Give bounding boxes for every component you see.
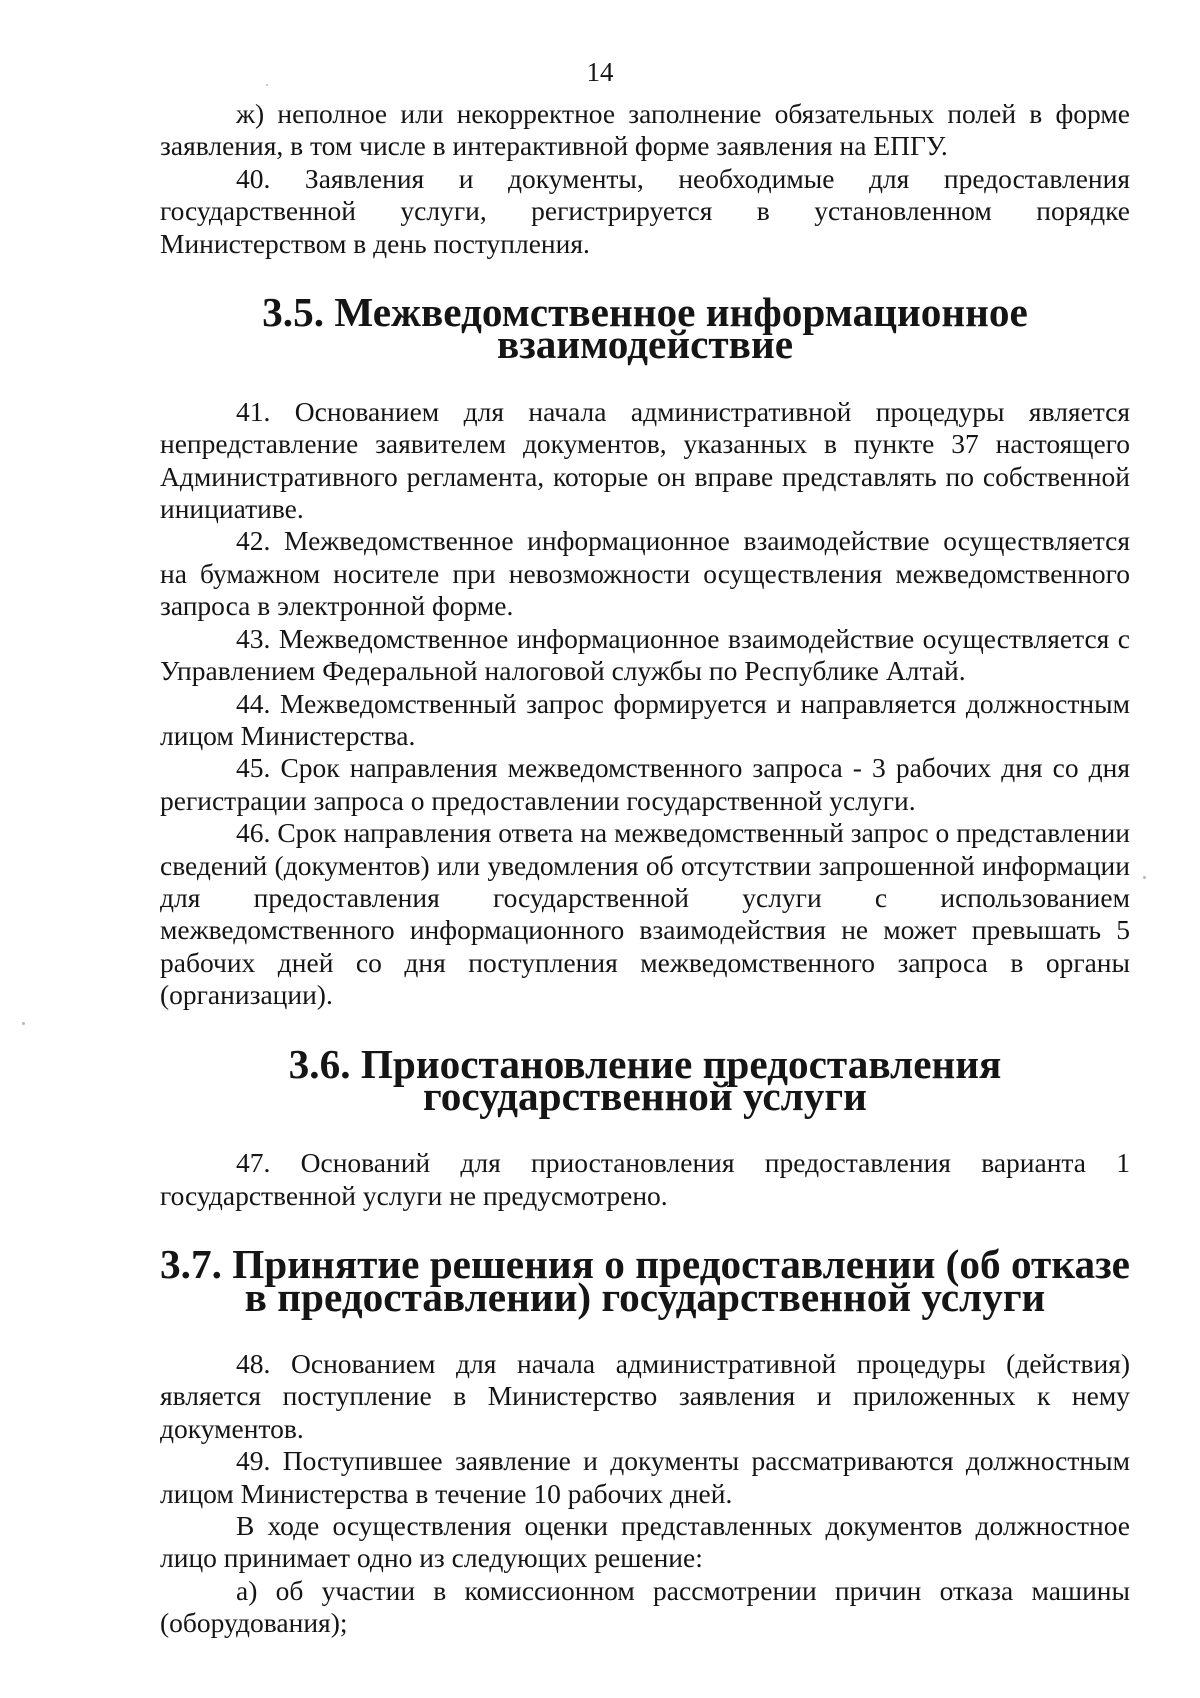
section-heading-3-6: 3.6. Приостановление предоставления государственной услуги [288, 1040, 1002, 1119]
paragraph-40: 40. Заявления и документы, необходимые для предоставления государственной услуги, регистрируется в установленном порядке Министерством в день поступления. [160, 162, 1130, 259]
scan-speck [266, 84, 268, 86]
paragraph-49: 49. Поступившее заявление и документы рассматриваются должностным лицом Министерства в течение 10 рабочих дней. [160, 1445, 1130, 1509]
paragraph-48: 48. Основанием для начала административной процедуры (действия) является поступление в Министерство заявления и приложенных к нему документов. [160, 1348, 1130, 1444]
paragraph-47: 47. Оснований для приостановления предоставления варианта 1 государственной услуги не предусмотрено. [160, 1147, 1130, 1211]
paragraph-42: 42. Межведомственное информационное взаимодействие осуществляется на бумажном носителе при невозможности осуществления межведомственного запроса в электронной форме. [160, 525, 1130, 622]
paragraph-assessment: В ходе осуществления оценки представленных документов должностное лицо принимает одно из следующих решение: [160, 1510, 1130, 1574]
paragraph-item-zh: ж) неполное или некорректное заполнение обязательных полей в форме заявления, в том числе в интерактивной форме заявления на ЕПГУ. [160, 98, 1130, 162]
paragraph-45: 45. Срок направления межведомственного запроса - 3 рабочих дня со дня регистрации запроса о предоставлении государственной услуги. [160, 752, 1130, 816]
section-heading-3-7: 3.7. Принятие решения о предоставлении (об отказе в предоставлении) государственной услуги [160, 1241, 1130, 1320]
section-heading-3-5: 3.5. Межведомственное информационное взаимодействие [262, 289, 1028, 368]
paragraph-41: 41. Основанием для начала административной процедуры является непредставление заявителем документов, указанных в пункте 37 настоящего Административного регламента, которые он вправе представлять по собственной инициативе. [160, 395, 1130, 525]
paragraph-43: 43. Межведомственное информационное взаимодействие осуществляется с Управлением Федеральной налоговой службы по Республике Алтай. [160, 622, 1130, 687]
page-number: 14 [586, 57, 614, 87]
scan-speck [22, 1022, 25, 1025]
document-body [160, 98, 1130, 1640]
paragraph-46: 46. Срок направления ответа на межведомственный запрос о представлении сведений (документов) или уведомления об отсутствии запрошенной информации для предоставления государственной услуги с использованием межведомственного информационного взаимодействия не может превышать 5 рабочих дней со дня поступления межведомственного запроса в органы (организации). [160, 817, 1130, 1011]
paragraph-item-a: а) об участии в комиссионном рассмотрении причин отказа машины (оборудования); [160, 1574, 1130, 1639]
scan-speck [1143, 876, 1146, 879]
paragraph-44: 44. Межведомственный запрос формируется и направляется должностным лицом Министерства. [160, 687, 1130, 751]
